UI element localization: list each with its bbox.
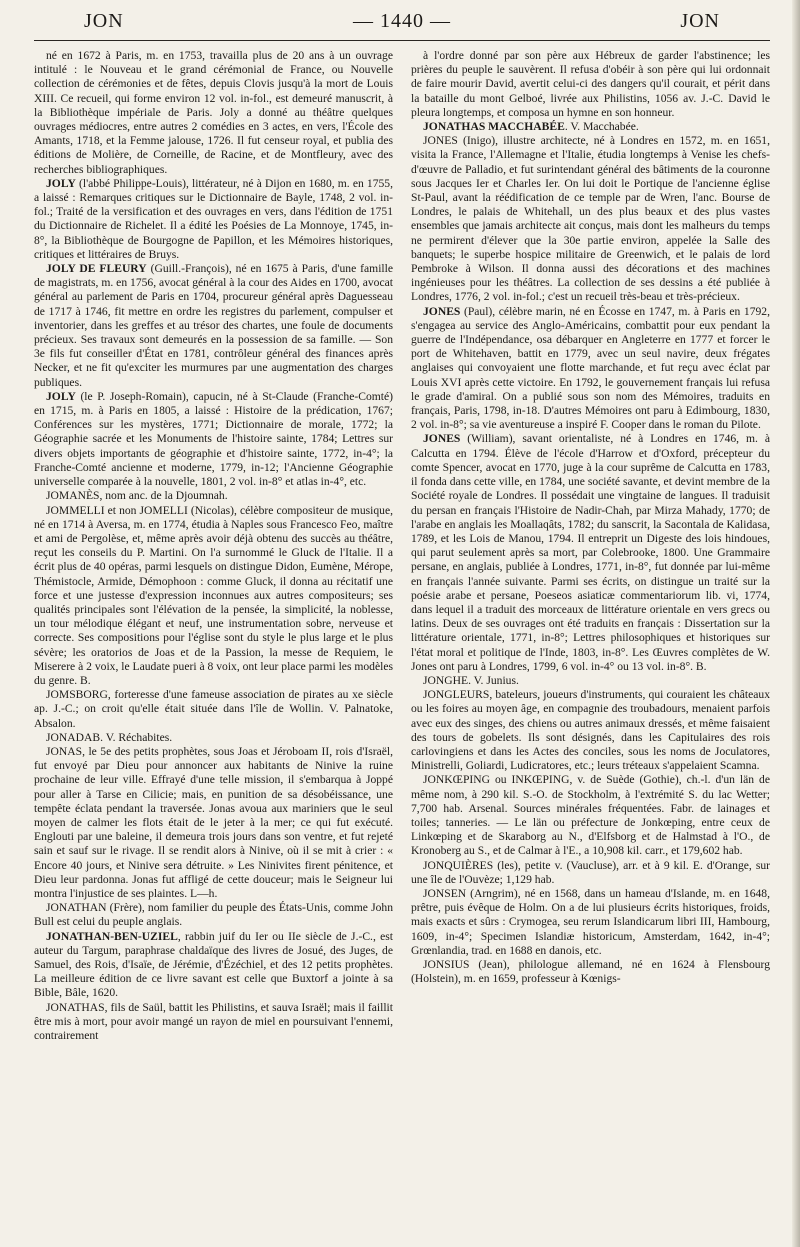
dictionary-entry xyxy=(411,859,770,887)
dictionary-entry xyxy=(411,958,770,986)
dictionary-entry xyxy=(411,432,770,673)
page-edge-shadow xyxy=(792,0,800,1247)
dictionary-entry xyxy=(34,504,393,689)
dictionary-entry xyxy=(34,688,393,731)
dictionary-entry xyxy=(34,390,393,489)
dictionary-entry xyxy=(34,901,393,929)
entry-text: , rabbin juif du Ier ou IIe siècle de J.-C., est auteur du Targum, paraphrase chaldaïque des livres de Josué, des Juges, de Samuel, des Rois, d'Isaïe, de Jérémie, d'Ézéchiel, et des 12 petits prophètes. La meilleure édition de ce livre savant est celle que Buxtorf a jointe à sa Bible, Bâle, 1620. xyxy=(34,929,393,1000)
dictionary-entry xyxy=(34,731,393,745)
entry-headword: JONATHAS MACCHABÉE xyxy=(423,120,565,134)
entry-text: JONKŒPING ou INKŒPING, v. de Suède (Gothie), ch.-l. d'un län de même nom, à 290 kil. S.-O. de Stockholm, à l'extrémité S. du lac Wetter; 7,700 hab. Arsenal. Sources minérales fréquentées. Fabr. de lainages et toiles; tanneries. — Le län ou préfecture de Jonkœping, entre ceux de Linkœping et de Skaraborg au N., d'Elfsborg et de Halmstad à l'O., de Kronoberg au S., et de Calmar à l'E., a 10,908 kil. carr., et 179,602 hab. xyxy=(411,773,770,858)
entry-headword: JONES xyxy=(423,432,461,446)
entry-headword: JOLY xyxy=(46,389,76,403)
dictionary-entry xyxy=(411,887,770,958)
dictionary-entry xyxy=(411,688,770,773)
dictionary-entry xyxy=(411,305,770,433)
entry-text: (Guill.-François), né en 1675 à Paris, d'une famille de magistrats, m. en 1756, avocat général à la cour des Aides en 1700, avocat général au parlement de Paris en 1704, procureur général après Daguesseau de 1717 à 1746, fit mettre en ordre les registres du parlement, compulser et inventorier, dans les greffes et au trésor des chartes, une foule de documents précieux. Ses travaux sont demeurés en la possession de sa famille. — Son 3e fils fut conseiller d'État en 1781, contrôleur général des finances après Necker, et ne fit qu'exciter les murmures par une augmentation des charges publiques. xyxy=(34,262,393,389)
entry-text: (le P. Joseph-Romain), capucin, né à St-Claude (Franche-Comté) en 1715, m. à Paris en 1805, a laissé : Histoire de la prédication, 1767; Conférences sur les mystères, 1771; Dictionnaire de morale, 1772; la Géographie sacrée et les Monuments de l'histoire sainte, 1784; Lettres sur divers objets importants de géographie et d'histoire sainte, 1772, in-4°; la Franche-Comté ancienne et moderne, 1779, in-12; l'Ancienne Géographie universelle comparée à la nouvelle, 1801, 2 vol. in-8° et atlas in-4°, etc. xyxy=(34,389,393,489)
entry-text: né en 1672 à Paris, m. en 1753, travailla plus de 20 ans à un ouvrage intitulé : le Nouveau et le grand cérémonial de France, ou Nouvelle collection de cérémonies et de fêtes, depuis Clovis jusqu'à la mort de Louis XIII. Ce recueil, qui forme environ 12 vol. in-fol., est demeuré manuscrit, à la Bibliothèque impériale de Paris. Joly a donné au théâtre quelques ouvrages médiocres, entre autres 2 comédies en 3 actes, en vers, l'École des Amants, 1718, et la Femme jalouse, 1726. Il fut censeur royal, et publia des éditions de Molière, de Corneille, de Racine, et de Montfleury, avec des recherches bibliographiques. xyxy=(34,49,393,176)
page-header xyxy=(34,6,770,41)
dictionary-entry xyxy=(34,930,393,1001)
page-number: — 1440 — xyxy=(353,10,451,32)
entry-text: JOMANÈS, nom anc. de la Djoumnah. xyxy=(46,489,228,503)
entry-text: JONATHAS, fils de Saül, battit les Philistins, et sauva Israël; mais il faillit être mis à mort, pour avoir mangé un rayon de miel en poursuivant l'ennemi, contrairement xyxy=(34,1000,393,1043)
dictionary-entry xyxy=(34,489,393,503)
dictionary-entry xyxy=(34,49,393,177)
entry-text: JONSEN (Arngrim), né en 1568, dans un hameau d'Islande, m. en 1648, prêtre, puis évêque de Holm. On a de lui plusieurs écrits historiques, froids, mais exacts et sûrs : Crymogea, seu rerum Islandicarum libri III, Hambourg, 1609, in-4°; Specimen Islandiæ historicum, Amsterdam, 1642, in-4°; Grœnlandia, trad. en 1688 en danois, etc. xyxy=(411,886,770,957)
entry-text: à l'ordre donné par son père aux Hébreux de garder l'abstinence; les prières du peuple le sauvèrent. Il refusa d'obéir à son père qui lui ordonnait de faire mourir David, avertit celui-ci des dangers qu'il courait, et périt dans la bataille du mont Gelboé, livrée aux Philistins, 1056 av. J.-C. David le pleura longtemps, et composa un hymne en son honneur. xyxy=(411,49,770,119)
entry-text: JONSIUS (Jean), philologue allemand, né en 1624 à Flensbourg (Holstein), m. en 1659, professeur à Kœnigs- xyxy=(411,958,770,986)
dictionary-entry xyxy=(411,674,770,688)
entry-text: JONQUIÈRES (les), petite v. (Vaucluse), arr. et à 9 kil. E. d'Orange, sur une île de l'Ouvèze; 1,129 hab. xyxy=(411,858,770,886)
entry-text: JONGHE. V. Junius. xyxy=(423,673,519,687)
entry-text: JONATHAN (Frère), nom familier du peuple des États-Unis, comme John Bull est celui du peuple anglais. xyxy=(34,901,393,929)
header-left-keyword: JON xyxy=(84,10,124,32)
left-column xyxy=(34,49,393,1239)
entry-text: (l'abbé Philippe-Louis), littérateur, né à Dijon en 1680, m. en 1755, a laissé : Remarques critiques sur le Dictionnaire de Bayle, 1748, 2 vol. in-fol.; Traité de la versification et des ouvrages en vers, dans l'édition de 1751 du Dictionnaire de Richelet. Il a édité les Poésies de La Monnoye, 1745, in-8°, la Bibliothèque de Bourgogne de Papillon, et les Mémoires historiques, critiques et littéraires de Bruys. xyxy=(34,176,393,261)
entry-text: (Paul), célèbre marin, né en Écosse en 1747, m. à Paris en 1792, s'engagea au service des Anglo-Américains, combattit pour eux pendant la guerre de l'Indépendance, osa débarquer en Angleterre en 1777 et forcer le port de Whitehaven, battit en 1779, avec un seul navire, deux frégates anglaises qui convoyaient une flotte marchande, et fut reçu avec éclat par Louis XVI après cette victoire. En 1792, le gouvernement français lui refusa le grade d'amiral. On a publié sous son nom des Mémoires, traduits en français, Paris, 1798, in-18. D'autres Mémoires ont paru à Edimbourg, 1830, 2 vol. in-8°; sa vie aventureuse a inspiré F. Cooper dans le roman du Pilote. xyxy=(411,304,770,432)
dictionary-entry xyxy=(411,773,770,858)
dictionary-entry xyxy=(411,134,770,304)
dictionary-entry xyxy=(34,177,393,262)
entry-text: JOMMELLI et non JOMELLI (Nicolas), célèbre compositeur de musique, né en 1714 à Aversa, m. en 1774, étudia à Naples sous Francesco Feo, maître et ami de Pergolèse, et, même après avoir déjà obtenu des succès au théâtre, reçut les conseils du P. Martini. On l'a surnommé le Gluck de l'Italie. Il a écrit plus de 40 opéras, parmi lesquels on distingue Didon, Eumène, Mérope, Thémistocle, Armide, Démophoon : comme Gluck, il donna au récitatif une force et une justesse d'expression inconnues aux autres compositeurs; ses qualités principales sont l'élévation de la pensée, la simplicité, la noblesse, un tour mélodique élégant et neuf, une instrumentation sobre, nerveuse et correcte. Ses compositions pour l'église sont du style le plus large et le plus sévère; les oratorios de Joas et de la Passion, la messe de Requiem, le Miserere à 2 voix, le Laudate pueri à 8 voix, ont leur place parmi les modèles du genre. B. xyxy=(34,503,393,687)
dictionary-entry xyxy=(34,1001,393,1044)
dictionary-entry xyxy=(411,120,770,134)
entry-text: JONAS, le 5e des petits prophètes, sous Joas et Jéroboam II, rois d'Israël, fut envoyé par Dieu pour annoncer aux habitants de Ninive la ruine prochaine de leur ville. Effrayé d'une telle mission, il s'embarqua à Joppé pour aller à Tarse en Cilicie; mais, en punition de sa désobéissance, une tempête éclata pendant la traversée. Jonas avoua aux mariniers que le seul moyen de calmer les flots était de le jeter à la mer; ce qui fut exécuté. Englouti par une baleine, il demeura trois jours dans son ventre, et fut rejeté sain et sauf sur le rivage. Il se rendit alors à Ninive, où il se mit à crier : « Encore 40 jours, et Ninive sera détruite. » Les Ninivites firent pénitence, et Dieu leur pardonna. Jonas fut affligé de cette douceur; mais le Seigneur lui montra l'injustice de ses plaintes. L—h. xyxy=(34,744,393,900)
entry-text: JONADAB. V. Réchabites. xyxy=(46,730,173,744)
entry-text: . V. Macchabée. xyxy=(564,120,639,134)
entry-headword: JOLY xyxy=(46,176,76,190)
entry-text: JONGLEURS, bateleurs, joueurs d'instruments, qui couraient les châteaux ou les foires au moyen âge, en compagnie des troubadours, menaient parfois avec eux des singes, des chiens ou autres animaux dressés, et même faisaient des tours de gobelets. Ils sont désignés, dans les Capitulaires des rois carlovingiens et dans les Actes des conciles, sous les noms de Joculatores, Ministrelli, Goliardi, Ludicratores, etc.; leurs tréteaux s'appelaient Scamna. xyxy=(411,688,770,773)
dictionary-entry xyxy=(34,262,393,390)
text-columns xyxy=(34,49,770,1239)
entry-text: JONES (Inigo), illustre architecte, né à Londres en 1572, m. en 1651, visita la France, l'Allemagne et l'Italie, étudia longtemps à Venise les chefs-d'œuvre de Palladio, et fut surintendant général des bâtiments de la couronne sous Jacques Ier et Charles Ier. On lui doit le Portique de l'ancienne église St-Paul, avant la réédification de ce temple par de Wren, l'anc. Bourse de Londres, le palais de Whitehall, un des plus beaux et des plus vastes ensembles que jamais architecte ait conçus, mais dont les malheurs du temps ne permirent d'élever que la 30e partie environ, appelée la Salle des banquets; le superbe hospice militaire de Greenwich, et le palais de lord Pembroke à Wilson. Il donna aussi des décorations et des machines ingénieuses pour les théâtres. La collection de ses dessins a été publiée à Londres, 1776, 2 vol. in-fol.; c'est un recueil très-beau et très-précieux. xyxy=(411,134,770,304)
entry-headword: JONES xyxy=(423,304,461,318)
entry-text: JOMSBORG, forteresse d'une fameuse association de pirates au xe siècle ap. J.-C.; on croit qu'elle était située dans l'île de Wollin. V. Palnatoke, Absalon. xyxy=(34,688,393,730)
dictionary-entry xyxy=(411,49,770,120)
entry-text: (William), savant orientaliste, né à Londres en 1746, m. à Calcutta en 1794. Élève de l'école d'Harrow et d'Oxford, précepteur du comte Spencer, avocat en 1770, juge à la cour suprême de Calcutta en 1783, il fonda dans cette ville, en 1784, une société savante, et devint membre de la Société royale de Londres. Il possédait une vingtaine de langues. Il traduisit du persan en français l'Histoire de Nadir-Chah, par Mirza Mahady, 1770; de l'arabe en anglais les Moallaqâts, 1782; du sanscrit, la Sacontala de Kalidasa, 1789, et les Lois de Manou, 1794. Il entreprit un Digeste des lois hindoues, qui parut seulement après sa mort, par Colebrooke, 1800. Une Grammaire persane, en anglais, publiée à Londres, 1771, in-8°, fut donnée par lui-même en français l'année suivante. Parmi ses écrits, on distingue un traité sur la poésie arabe et persane, Poeseos asiaticæ commentariorum lib. vi, 1774, dans lequel il a traduit des morceaux de littérature orientale en vers grecs ou latins. Deux de ses ouvrages ont été traduits en français : Dissertation sur la littérature orientale, 1771, in-8°; Lettres philosophiques et historiques sur l'état moral et politique de l'Inde, 1803, in-8°. Les Œuvres complètes de W. Jones ont paru à Londres, 1799, 6 vol. in-4° ou 13 vol. in-8°. B. xyxy=(411,432,770,673)
right-column xyxy=(411,49,770,1239)
entry-headword: JOLY DE FLEURY xyxy=(46,262,147,276)
entry-headword: JONATHAN-BEN-UZIEL xyxy=(46,929,178,943)
header-right-keyword: JON xyxy=(680,10,720,32)
dictionary-entry xyxy=(34,745,393,901)
